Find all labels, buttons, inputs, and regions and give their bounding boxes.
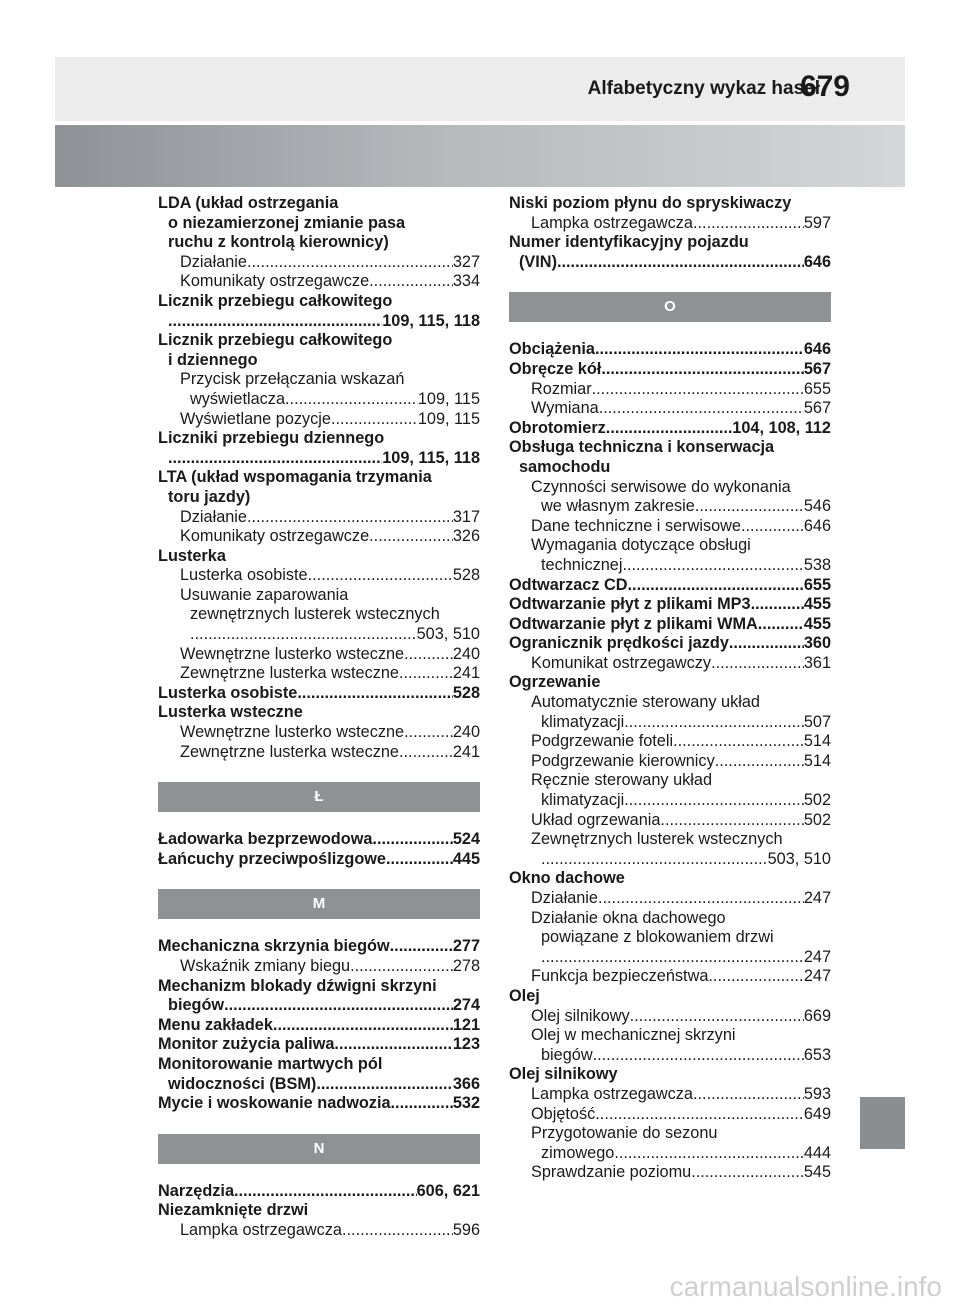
entry-term: Narzędzia [158, 1181, 235, 1200]
index-entry [158, 957, 480, 977]
index-entry [509, 399, 831, 419]
entry-term: Odtwarzanie płyt z plikami WMA [509, 614, 758, 633]
entry-page-ref: 503, 510 [416, 625, 480, 644]
index-entry [509, 497, 831, 517]
index-column-right [509, 194, 831, 1183]
index-entry [509, 967, 831, 987]
entry-term: technicznej [541, 555, 623, 574]
index-entry [509, 791, 831, 811]
entry-page-ref: 247 [803, 967, 831, 986]
index-entry [158, 410, 480, 430]
index-entry [509, 556, 831, 576]
index-entry [158, 508, 480, 528]
dot-leader [334, 1035, 452, 1055]
entry-term: widoczności (BSM) [168, 1074, 317, 1093]
index-entry [158, 390, 480, 410]
decorative-gradient-band [55, 125, 905, 187]
index-entry [158, 1035, 480, 1055]
index-entry [509, 615, 831, 635]
entry-page-ref: 507 [803, 712, 831, 731]
index-heading: Niski poziom płynu do spryskiwaczy [509, 194, 792, 212]
index-heading: samochodu [519, 457, 611, 476]
entry-term: biegów [168, 996, 225, 1015]
dot-leader [190, 625, 417, 645]
entry-page-ref: 593 [803, 1084, 831, 1103]
entry-page-ref: 445 [452, 849, 480, 868]
index-entry [509, 1085, 831, 1105]
dot-leader [541, 948, 804, 968]
entry-term: Ładowarka bezprzewodowa [158, 830, 373, 849]
dot-leader [168, 312, 382, 332]
index-entry [158, 1221, 480, 1241]
dot-leader [247, 253, 453, 273]
dot-leader [342, 1221, 453, 1241]
index-entry [509, 948, 831, 968]
dot-leader [350, 957, 453, 977]
index-entry [158, 527, 480, 547]
dot-leader [391, 1094, 453, 1114]
entry-term: Łańcuchy przeciwpoślizgowe [158, 849, 386, 868]
dot-leader [693, 214, 804, 234]
entry-term: Obciążenia [509, 340, 595, 359]
entry-term: Wewnętrzne lusterko wsteczne [180, 723, 405, 742]
letter-section-header: M [158, 889, 480, 919]
index-entry [158, 566, 480, 586]
dot-leader [331, 410, 418, 430]
index-heading: ruchu z kontrolą kierownicy) [168, 233, 389, 252]
dot-leader [595, 1105, 804, 1125]
entry-page-ref: 326 [452, 527, 480, 546]
index-heading: Licznik przebiegu całkowitego [158, 331, 393, 350]
index-entry [158, 449, 480, 469]
index-column-left [158, 194, 480, 1241]
index-entry [509, 360, 831, 380]
entry-page-ref: 514 [803, 732, 831, 751]
entry-term: Lusterka osobiste [158, 683, 298, 702]
entry-page-ref: 334 [452, 272, 480, 291]
entry-term: klimatyzacji [541, 712, 625, 731]
dot-leader [691, 1163, 804, 1183]
index-heading: Ręcznie sterowany układ [531, 771, 712, 790]
entry-term: klimatyzacji [541, 791, 625, 810]
dot-leader [297, 684, 452, 704]
index-heading: Olej silnikowy [509, 1065, 618, 1084]
dot-leader [614, 1144, 804, 1164]
index-entry [158, 625, 480, 645]
index-heading: Wymagania dotyczące obsługi [531, 536, 751, 555]
entry-term: Ogranicznik prędkości jazdy [509, 634, 729, 653]
index-heading: o niezamierzonej zmianie pasa [168, 213, 406, 232]
index-heading: Okno dachowe [509, 869, 625, 888]
dot-leader [758, 615, 804, 635]
dot-leader [592, 380, 804, 400]
dot-leader [369, 527, 453, 547]
dot-leader [673, 732, 804, 752]
entry-term: Wewnętrzne lusterko wsteczne [180, 644, 405, 663]
entry-term: Olej silnikowy [531, 1006, 630, 1025]
dot-leader [630, 1007, 804, 1027]
entry-page-ref: 545 [803, 1163, 831, 1182]
entry-page-ref: 109, 115 [417, 409, 480, 428]
index-heading: powiązane z blokowaniem drzwi [541, 928, 774, 947]
entry-term: Odtwarzanie płyt z plikami MP3 [509, 595, 751, 614]
dot-leader [557, 253, 804, 273]
dot-leader [695, 497, 804, 517]
index-heading: Czynności serwisowe do wykonania [531, 477, 791, 496]
entry-page-ref: 317 [452, 507, 480, 526]
index-entry [509, 253, 831, 273]
dot-leader [404, 645, 453, 665]
entry-term: Zewnętrzne lusterka wsteczne [180, 664, 399, 683]
dot-leader [624, 713, 804, 733]
dot-leader [273, 1016, 453, 1036]
entry-page-ref: 567 [803, 359, 831, 378]
entry-term: Objętość [531, 1104, 596, 1123]
entry-term: Sprawdzanie poziomu [531, 1163, 692, 1182]
dot-leader [708, 967, 803, 987]
entry-page-ref: 655 [803, 575, 831, 594]
dot-leader [606, 419, 733, 439]
header-title: Alfabetyczny wykaz haseł [587, 78, 820, 99]
entry-page-ref: 241 [452, 664, 480, 683]
index-heading: Przycisk przełączania wskazań [180, 370, 405, 389]
dot-leader [390, 937, 453, 957]
entry-page-ref: 502 [803, 810, 831, 829]
index-entry [158, 850, 480, 870]
entry-term: Wymiana [531, 399, 599, 418]
dot-leader [247, 508, 453, 528]
index-entry [509, 214, 831, 234]
index-entry [509, 1046, 831, 1066]
entry-page-ref: 546 [803, 497, 831, 516]
dot-leader [285, 390, 418, 410]
index-entry [509, 576, 831, 596]
entry-page-ref: 646 [803, 516, 831, 535]
letter-section-header: O [509, 292, 831, 322]
entry-page-ref: 240 [452, 723, 480, 742]
index-entry [509, 1105, 831, 1125]
entry-page-ref: 109, 115, 118 [382, 448, 480, 467]
entry-term: Podgrzewanie foteli [531, 732, 674, 751]
index-entry [509, 634, 831, 654]
entry-page-ref: 669 [803, 1006, 831, 1025]
entry-page-ref: 532 [452, 1094, 480, 1113]
entry-term: Odtwarzacz CD [509, 575, 628, 594]
entry-page-ref: 361 [803, 653, 831, 672]
index-entry [158, 743, 480, 763]
entry-page-ref: 646 [803, 340, 831, 359]
index-entry [509, 713, 831, 733]
entry-page-ref: 606, 621 [416, 1181, 480, 1200]
dot-leader [598, 889, 804, 909]
entry-page-ref: 646 [803, 252, 831, 271]
index-entry [158, 1094, 480, 1114]
entry-page-ref: 247 [803, 947, 831, 966]
index-entry [158, 1075, 480, 1095]
dot-leader [399, 743, 453, 763]
index-entry [509, 850, 831, 870]
dot-leader [729, 634, 804, 654]
entry-term: Lampka ostrzegawcza [531, 1084, 693, 1103]
index-entry [158, 996, 480, 1016]
index-entry [158, 664, 480, 684]
index-heading: Lusterka [158, 546, 226, 565]
index-entry [158, 1182, 480, 1202]
entry-term: Działanie [180, 252, 247, 271]
dot-leader [234, 1182, 417, 1202]
entry-term: Komunikaty ostrzegawcze [180, 272, 370, 291]
dot-leader [386, 850, 453, 870]
letter-section-header: Ł [158, 782, 480, 812]
entry-page-ref: 274 [452, 996, 480, 1015]
entry-term: Monitor zużycia paliwa [158, 1035, 335, 1054]
entry-term: Zewnętrzne lusterka wsteczne [180, 742, 399, 761]
dot-leader [624, 791, 804, 811]
entry-page-ref: 366 [452, 1074, 480, 1093]
entry-page-ref: 567 [803, 399, 831, 418]
index-heading: Monitorowanie martwych pól [158, 1054, 383, 1073]
index-entry [158, 1016, 480, 1036]
dot-leader [599, 399, 804, 419]
index-entry [158, 272, 480, 292]
entry-term: Działanie [180, 507, 247, 526]
section-side-tab [860, 1097, 905, 1149]
dot-leader [628, 576, 804, 596]
entry-page-ref: 247 [803, 889, 831, 907]
index-entry [509, 1144, 831, 1164]
dot-leader [308, 566, 453, 586]
entry-term: Obręcze kół [509, 359, 602, 378]
dot-leader [372, 830, 452, 850]
index-heading: LDA (układ ostrzegania [158, 194, 339, 212]
entry-term: Komunikat ostrzegawczy [531, 653, 712, 672]
dot-leader [715, 752, 804, 772]
index-entry [509, 1007, 831, 1027]
index-entry [509, 732, 831, 752]
entry-page-ref: 503, 510 [767, 849, 831, 868]
index-entry [158, 645, 480, 665]
index-heading: Numer identyfikacyjny pojazdu [509, 233, 749, 252]
dot-leader [660, 811, 803, 831]
entry-page-ref: 278 [452, 957, 480, 975]
entry-page-ref: 121 [452, 1015, 480, 1034]
entry-page-ref: 597 [803, 213, 831, 232]
page-number: 679 [799, 70, 850, 103]
index-entry [509, 752, 831, 772]
index-heading: Licznik przebiegu całkowitego [158, 291, 393, 310]
entry-term: Wyświetlane pozycje [180, 409, 331, 428]
entry-page-ref: 653 [803, 1045, 831, 1064]
index-entry [158, 312, 480, 332]
letter-section-header: N [158, 1134, 480, 1164]
index-heading: Olej [509, 986, 540, 1005]
dot-leader [224, 996, 453, 1016]
index-heading: Zewnętrznych lusterek wstecznych [531, 830, 783, 849]
index-entry [509, 340, 831, 360]
entry-page-ref: 528 [452, 566, 480, 585]
entry-page-ref: 240 [452, 644, 480, 663]
entry-term: Działanie [531, 889, 598, 907]
dot-leader [168, 449, 382, 469]
dot-leader [593, 1046, 804, 1066]
entry-term: we własnym zakresie [541, 497, 695, 516]
dot-leader [751, 595, 804, 615]
entry-term: Podgrzewanie kierownicy [531, 751, 715, 770]
entry-page-ref: 538 [803, 555, 831, 574]
entry-term: Rozmiar [531, 379, 592, 398]
dot-leader [541, 850, 768, 870]
index-entry [509, 654, 831, 674]
entry-page-ref: 123 [452, 1035, 480, 1054]
entry-page-ref: 327 [452, 252, 480, 271]
entry-term: Dane techniczne i serwisowe [531, 516, 741, 535]
entry-term: Obrotomierz [509, 418, 606, 437]
dot-leader [369, 272, 453, 292]
index-heading: Lusterka wsteczne [158, 703, 303, 722]
dot-leader [711, 654, 804, 674]
index-entry [158, 723, 480, 743]
index-entry [509, 811, 831, 831]
dot-leader [622, 556, 803, 576]
index-heading: Mechanizm blokady dźwigni skrzyni [158, 976, 437, 995]
entry-term: Komunikaty ostrzegawcze [180, 527, 370, 546]
dot-leader [404, 723, 453, 743]
index-heading: zewnętrznych lusterek wstecznych [190, 605, 440, 624]
index-entry [509, 595, 831, 615]
index-heading: Przygotowanie do sezonu [531, 1124, 718, 1143]
dot-leader [595, 340, 804, 360]
entry-term: Lampka ostrzegawcza [180, 1220, 342, 1239]
entry-page-ref: 524 [452, 830, 480, 849]
entry-term: wyświetlacza [190, 389, 286, 408]
index-heading: Niezamknięte drzwi [158, 1201, 309, 1220]
entry-term: (VIN) [519, 252, 557, 271]
index-heading: Automatycznie sterowany układ [531, 693, 760, 712]
dot-leader [601, 360, 804, 380]
index-heading: LTA (układ wspomagania trzymania [158, 468, 432, 487]
index-heading: Ogrzewanie [509, 673, 601, 692]
index-heading: Olej w mechanicznej skrzyni [531, 1026, 736, 1045]
dot-leader [316, 1075, 452, 1095]
entry-page-ref: 596 [452, 1220, 480, 1239]
entry-page-ref: 514 [803, 751, 831, 770]
entry-term: biegów [541, 1045, 593, 1064]
entry-page-ref: 528 [452, 683, 480, 702]
index-entry [509, 1163, 831, 1183]
index-heading: i dziennego [168, 350, 258, 369]
index-heading: Działanie okna dachowego [531, 908, 726, 927]
index-heading: Obsługa techniczna i konserwacja [509, 438, 775, 457]
index-heading: Liczniki przebiegu dziennego [158, 429, 385, 448]
index-entry [158, 937, 480, 957]
entry-page-ref: 277 [452, 937, 480, 956]
dot-leader [741, 517, 804, 537]
entry-page-ref: 455 [803, 614, 831, 633]
dot-leader [693, 1085, 804, 1105]
index-entry [509, 380, 831, 400]
entry-page-ref: 455 [803, 595, 831, 614]
index-heading: toru jazdy) [168, 487, 251, 506]
index-entry [509, 889, 831, 909]
watermark: carmanualsonline.info [669, 1271, 942, 1302]
dot-leader [399, 664, 453, 684]
index-entry [509, 517, 831, 537]
entry-page-ref: 502 [803, 791, 831, 810]
entry-page-ref: 444 [803, 1143, 831, 1162]
entry-term: Układ ogrzewania [531, 810, 661, 829]
entry-page-ref: 241 [452, 742, 480, 761]
entry-page-ref: 109, 115 [417, 389, 480, 408]
index-entry [158, 684, 480, 704]
entry-page-ref: 104, 108, 112 [732, 418, 831, 437]
entry-term: Mycie i woskowanie nadwozia [158, 1094, 391, 1113]
entry-term: Funkcja bezpieczeństwa [531, 967, 709, 986]
entry-term: Lampka ostrzegawcza [531, 213, 693, 232]
entry-term: Mechaniczna skrzynia biegów [158, 937, 390, 956]
entry-page-ref: 655 [803, 379, 831, 398]
entry-term: Lusterka osobiste [180, 566, 308, 585]
index-heading: Usuwanie zaparowania [180, 585, 349, 604]
entry-term: Menu zakładek [158, 1015, 273, 1034]
entry-term: zimowego [541, 1143, 615, 1162]
index-entry [158, 253, 480, 273]
entry-page-ref: 649 [803, 1104, 831, 1123]
entry-page-ref: 109, 115, 118 [382, 311, 480, 330]
entry-page-ref: 360 [803, 634, 831, 653]
entry-term: Wskaźnik zmiany biegu [180, 957, 351, 975]
index-entry [158, 830, 480, 850]
index-entry [509, 419, 831, 439]
